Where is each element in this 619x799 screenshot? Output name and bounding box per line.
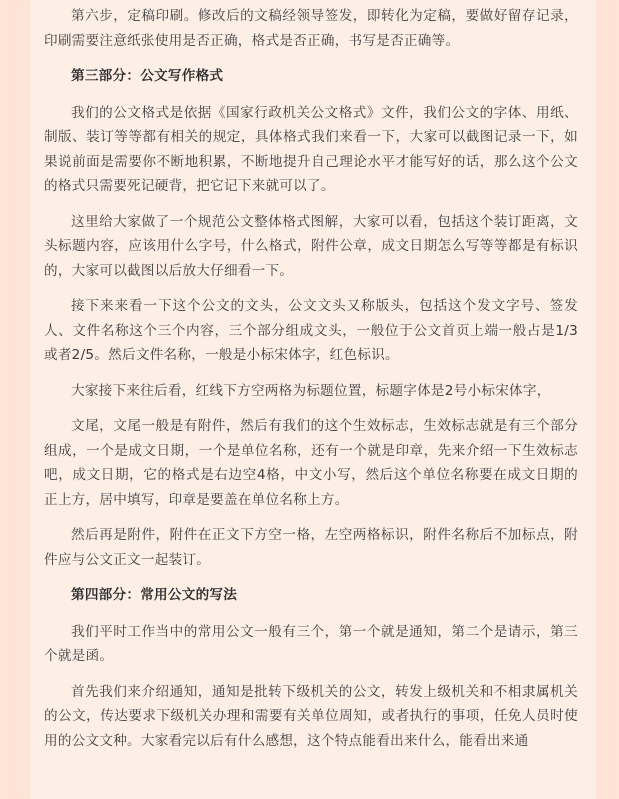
paragraph-common-documents: 我们平时工作当中的常用公文一般有三个，第一个就是通知，第二个是请示，第三个就是函。 [44,623,578,664]
paragraph-document-header: 接下来来看一下这个公文的文头，公文文头又称版头，包括这个发文字号、签发人、文件名称这个三个内容，三个部分组成文头，一般位于公文首页上端一般占是1/3或者2/5。然后文件名称，一般是小标宋体字，红色标识。 [44,298,578,363]
section-heading-part-three: 第三部分：公文写作格式 [71,68,224,84]
paragraph-notice-intro: 首先我们来介绍通知，通知是批转下级机关的公文，转发上级机关和不相隶属机关的公文，传达要求下级机关办理和需要有关单位周知，或者执行的事项，任免人员时使用的公文文种。大家看完以后有什么感想，这个特点能看出来什么，能看出来通 [44,683,578,749]
section-heading-part-four: 第四部分：常用公文的写法 [71,587,238,603]
paragraph-title-position: 大家接下来往后看，红线下方空两格为标题位置，标题字体是2号小标宋体字， [71,382,551,399]
paragraph-attachment: 然后再是附件，附件在正文下方空一格，左空两格标识，附件名称后不加标点，附件应与公文正文一起装订。 [44,527,578,568]
paragraph-step-six: 第六步，定稿印刷。修改后的文稿经领导签发，即转化为定稿，要做好留存记录，印刷需要注意纸张使用是否正确，格式是否正确，书写是否正确等。 [44,8,578,49]
paragraph-document-footer: 文尾，文尾一般是有附件，然后有我们的这个生效标志，生效标志就是有三个部分组成，一个是成文日期，一个是单位名称，还有一个就是印章，先来介绍一下生效标志吧，成文日期，它的格式是右边空4格，中文小写，然后这个单位名称要在成文日期的正上方，居中填写，印章是要盖在单位名称上方。 [44,418,578,508]
article-body [44,4,578,764]
paragraph-format-diagram: 这里给大家做了一个规范公文整体格式图解，大家可以看，包括这个装订距离，文头标题内容，应该用什么字号，什么格式，附件公章，成文日期怎么写等等都是有标识的，大家可以截图以后放大仔细看一下。 [44,213,578,279]
paragraph-format-basis: 我们的公文格式是依据《国家行政机关公文格式》文件，我们公文的字体、用纸、制版、装订等等都有相关的规定，具体格式我们来看一下，大家可以截图记录一下，如果说前面是需要你不断地积累，不断地提升自己理论水平才能写好的话，那么这个公文的格式只需要死记硬背，把它记下来就可以了。 [44,104,578,194]
